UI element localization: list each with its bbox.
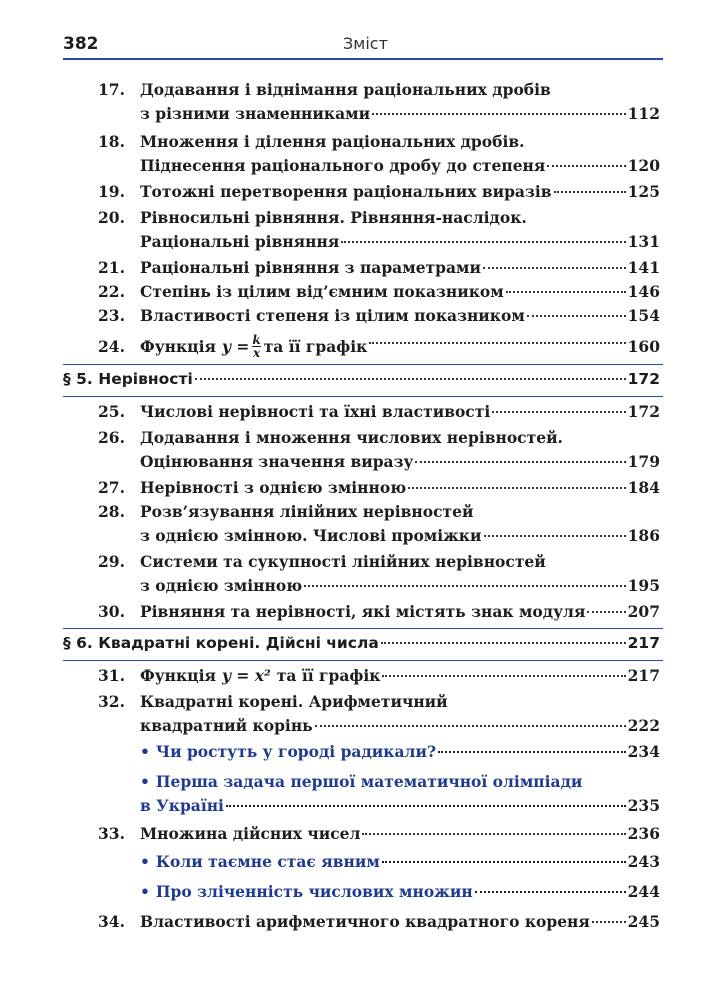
- toc-entry-17-line2[interactable]: [140, 104, 660, 128]
- entry-title: Рівняння та нерівності, які містять знак модуля: [140, 602, 586, 621]
- leader-dots: [362, 832, 625, 835]
- entry-title: Рівносильні рівняння. Рівняння-наслідок.: [140, 208, 527, 227]
- page-number: 382: [63, 34, 99, 54]
- toc-entry-21[interactable]: [98, 258, 660, 282]
- entry-number: 26.: [98, 428, 125, 447]
- entry-title: з різними знаменниками: [140, 104, 371, 123]
- leader-dots: [415, 460, 625, 463]
- toc-entry-25[interactable]: [98, 402, 660, 426]
- leader-dots: [382, 860, 626, 863]
- leader-dots: [527, 314, 626, 317]
- toc-extra-secret[interactable]: [140, 852, 660, 876]
- leader-dots: [547, 164, 625, 167]
- entry-page: 112: [627, 104, 660, 123]
- leader-dots: [382, 674, 625, 677]
- toc-entry-17-line1: [98, 80, 660, 104]
- leader-dots: [483, 266, 626, 269]
- entry-title: Додавання і множення числових нерівностей.: [140, 428, 563, 447]
- header-title: Зміст: [343, 34, 388, 53]
- toc-entry-32-line1: [98, 692, 660, 716]
- fraction-denominator: x: [252, 345, 261, 360]
- toc-entry-31[interactable]: [98, 666, 660, 690]
- entry-number: 28.: [98, 502, 125, 521]
- extra-page: 244: [627, 882, 660, 901]
- entry-number: 32.: [98, 692, 125, 711]
- toc-entry-22[interactable]: [98, 282, 660, 306]
- toc-entry-28-line2[interactable]: [140, 526, 660, 550]
- leader-dots: [438, 750, 626, 753]
- fraction-numerator: k: [252, 332, 261, 347]
- toc-entry-32-line2[interactable]: [140, 716, 660, 740]
- leader-dots: [381, 641, 626, 644]
- entry-title: Додавання і віднімання раціональних дробів: [140, 80, 551, 99]
- extra-page: 235: [627, 796, 660, 815]
- fraction-k-over-x: [252, 334, 260, 359]
- extra-title: в Україні: [140, 796, 224, 815]
- extra-title: Про зліченність числових множин: [155, 882, 473, 901]
- entry-title: Властивості степеня із цілим показником: [140, 306, 525, 325]
- toc-section-5[interactable]: [63, 370, 660, 394]
- leader-dots: [554, 190, 626, 193]
- entry-page: 172: [627, 402, 660, 421]
- leader-dots: [315, 724, 626, 727]
- entry-title: квадратний корінь: [140, 716, 313, 735]
- toc-entry-26-line2[interactable]: [140, 452, 660, 476]
- entry-number: 24.: [98, 336, 125, 356]
- leader-dots: [304, 584, 626, 587]
- entry-title: з однією змінною: [140, 576, 303, 595]
- toc-entry-29-line2[interactable]: [140, 576, 660, 600]
- entry-number: 21.: [98, 258, 125, 277]
- entry-title: Властивості арифметичного квадратного кореня: [140, 912, 590, 931]
- entry-title: Раціональні рівняння з параметрами: [140, 258, 481, 277]
- leader-dots: [408, 486, 626, 489]
- toc-entry-30[interactable]: [98, 602, 660, 626]
- entry-title: Множина дійсних чисел: [140, 824, 361, 843]
- entry-page: 184: [627, 478, 660, 497]
- entry-number: 30.: [98, 602, 125, 621]
- entry-page: 131: [627, 232, 660, 251]
- entry-title: Оцінювання значення виразу: [140, 452, 414, 471]
- toc-entry-33[interactable]: [98, 824, 660, 848]
- toc-entry-24[interactable]: [98, 330, 660, 362]
- bullet-icon: •: [140, 852, 150, 871]
- section-divider: [63, 364, 663, 365]
- entry-page: 120: [627, 156, 660, 175]
- leader-dots: [369, 341, 625, 344]
- entry-title: Нерівності з однією змінною: [140, 478, 407, 497]
- toc-entry-19[interactable]: [98, 182, 660, 206]
- entry-page: 207: [627, 602, 660, 621]
- entry-page: 160: [627, 336, 660, 356]
- section-page: 217: [627, 634, 660, 652]
- entry-number: 17.: [98, 80, 125, 99]
- leader-dots: [341, 240, 625, 243]
- toc-extra-radicals[interactable]: [140, 742, 660, 766]
- entry-page: 195: [627, 576, 660, 595]
- entry-page: 186: [627, 526, 660, 545]
- extra-page: 234: [627, 742, 660, 761]
- leader-dots: [475, 890, 626, 893]
- entry-page: 245: [627, 912, 660, 931]
- toc-section-6[interactable]: [63, 634, 660, 658]
- leader-dots: [226, 804, 626, 807]
- entry-page: 154: [627, 306, 660, 325]
- section-divider: [63, 396, 663, 397]
- entry-title: Системи та сукупності лінійних нерівностей: [140, 552, 546, 571]
- bullet-icon: •: [140, 742, 150, 761]
- toc-entry-18-line2[interactable]: [140, 156, 660, 180]
- entry-number: 33.: [98, 824, 125, 843]
- leader-dots: [492, 410, 625, 413]
- extra-title: Чи ростуть у городі радикали?: [155, 742, 437, 761]
- entry-number: 29.: [98, 552, 125, 571]
- extra-page: 243: [627, 852, 660, 871]
- entry-title: Квадратні корені. Арифметичний: [140, 692, 448, 711]
- formula-y: y =: [221, 336, 250, 356]
- leader-dots: [484, 534, 626, 537]
- leader-dots: [506, 290, 626, 293]
- leader-dots: [372, 112, 626, 115]
- entry-title: з однією змінною. Числові проміжки: [140, 526, 482, 545]
- toc-entry-23[interactable]: [98, 306, 660, 330]
- entry-title: Функція: [140, 336, 216, 356]
- toc-entry-20-line1: [98, 208, 660, 232]
- entry-title: Числові нерівності та їхні властивості: [140, 402, 491, 421]
- entry-number: 22.: [98, 282, 125, 301]
- entry-title: Розв’язування лінійних нерівностей: [140, 502, 474, 521]
- section-title: § 6. Квадратні корені. Дійсні числа: [63, 634, 379, 652]
- entry-page: 141: [627, 258, 660, 277]
- entry-page: 125: [627, 182, 660, 201]
- section-divider: [63, 660, 663, 661]
- entry-number: 27.: [98, 478, 125, 497]
- entry-page: 236: [627, 824, 660, 843]
- bullet-icon: •: [140, 772, 150, 791]
- toc-entry-34[interactable]: [98, 912, 660, 936]
- entry-page: 179: [627, 452, 660, 471]
- toc-entry-26-line1: [98, 428, 660, 452]
- entry-title: Функція: [140, 666, 216, 685]
- entry-number: 18.: [98, 132, 125, 151]
- toc-extra-olympiad-line1: [140, 772, 660, 796]
- toc-entry-27[interactable]: [98, 478, 660, 502]
- entry-title-suffix: та її графік: [276, 666, 381, 685]
- toc-entry-20-line2[interactable]: [140, 232, 660, 256]
- toc-extra-olympiad-line2[interactable]: [140, 796, 660, 820]
- leader-dots: [592, 920, 626, 923]
- entry-title-suffix: та її графік: [263, 336, 368, 356]
- entry-number: 19.: [98, 182, 125, 201]
- leader-dots: [195, 377, 626, 380]
- entry-title: Множення і ділення раціональних дробів.: [140, 132, 525, 151]
- toc-extra-countability[interactable]: [140, 882, 660, 906]
- entry-title: Тотожні перетворення раціональних виразів: [140, 182, 552, 201]
- section-page: 172: [627, 370, 660, 388]
- section-divider: [63, 628, 663, 629]
- entry-page: 217: [627, 666, 660, 685]
- toc-entry-29-line1: [98, 552, 660, 576]
- formula-y-equals-x-squared: y = x²: [221, 666, 271, 685]
- entry-number: 25.: [98, 402, 125, 421]
- entry-number: 23.: [98, 306, 125, 325]
- entry-page: 146: [627, 282, 660, 301]
- entry-title: Раціональні рівняння: [140, 232, 340, 251]
- entry-number: 31.: [98, 666, 125, 685]
- entry-number: 34.: [98, 912, 125, 931]
- extra-title: Перша задача першої математичної олімпіади: [155, 772, 583, 791]
- bullet-icon: •: [140, 882, 150, 901]
- entry-title: Піднесення раціонального дробу до степеня: [140, 156, 546, 175]
- toc-entry-28-line1: [98, 502, 660, 526]
- entry-number: 20.: [98, 208, 125, 227]
- entry-title: Степінь із цілим від’ємним показником: [140, 282, 504, 301]
- section-title: § 5. Нерівності: [63, 370, 193, 388]
- toc-entry-18-line1: [98, 132, 660, 156]
- extra-title: Коли таємне стає явним: [155, 852, 380, 871]
- leader-dots: [587, 610, 625, 613]
- entry-page: 222: [627, 716, 660, 735]
